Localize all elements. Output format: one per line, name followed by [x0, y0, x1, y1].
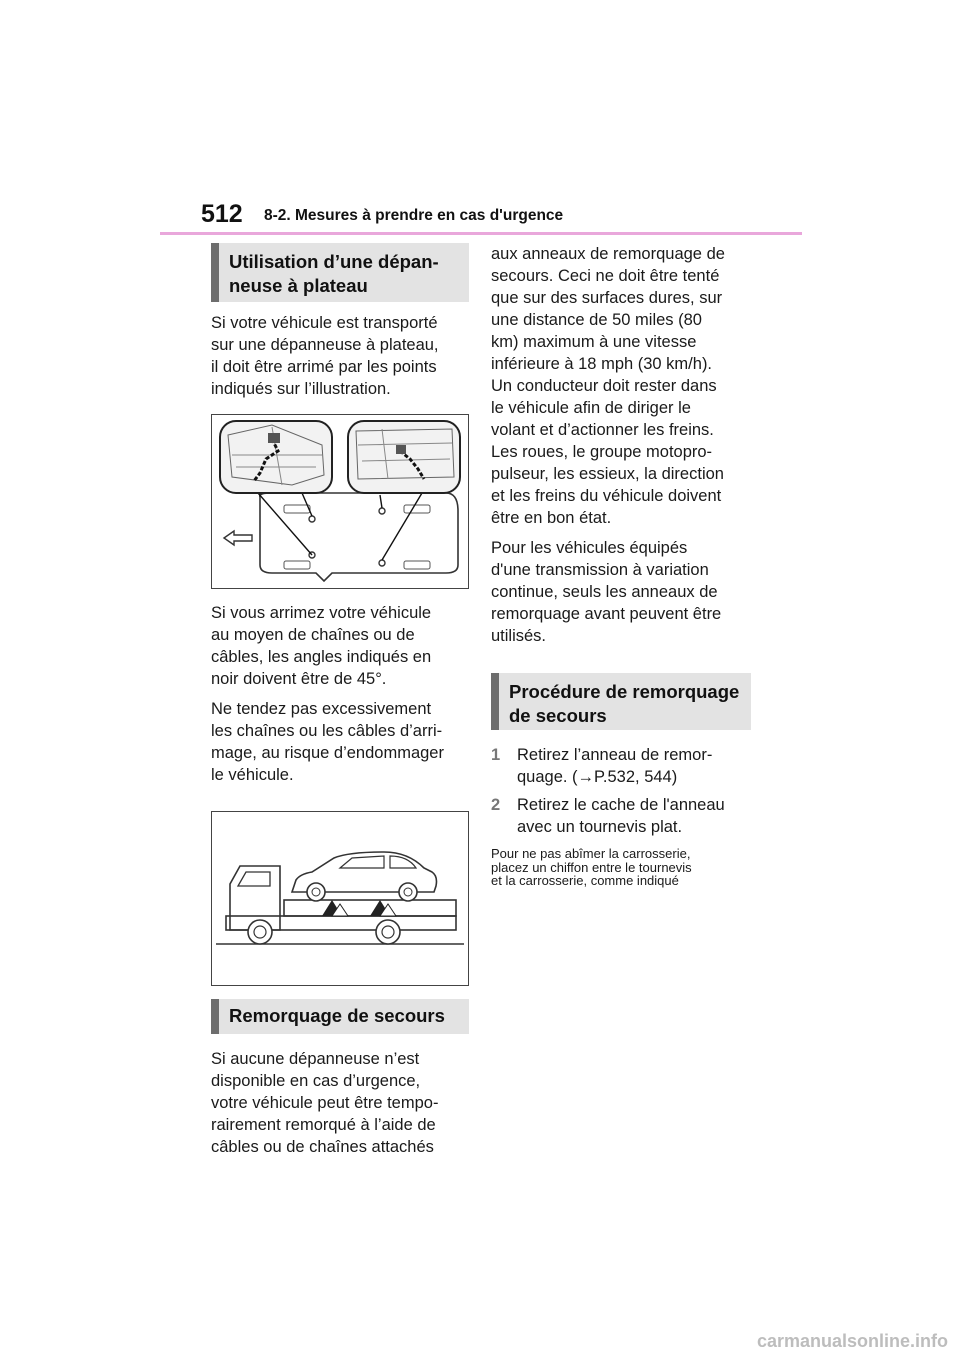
text-line: placez un chiffon entre le tournevis — [491, 859, 692, 875]
heading-towing-procedure — [491, 673, 751, 730]
text-line: Si vous arrimez votre véhicule — [211, 604, 432, 622]
text-line: les chaînes ou les câbles d’arri- — [211, 722, 443, 740]
text-line: inférieure à 18 mph (30 km/h). — [491, 355, 713, 373]
text-line: pulseur, les essieux, la direction — [491, 465, 724, 483]
text-line: et la carrosserie, comme indiqué — [491, 873, 679, 888]
heading-flatbed — [211, 243, 469, 302]
text-line: aux anneaux de remorquage de — [491, 245, 725, 263]
text-line: votre véhicule peut être tempo- — [211, 1094, 439, 1112]
paragraph-emergency-conditions — [491, 243, 751, 529]
step-number: 2 — [491, 796, 501, 814]
step-number: 1 — [491, 746, 501, 764]
text-line: continue, seuls les anneaux de — [491, 583, 718, 601]
text-line: quage. (→P.532, 544) — [517, 768, 678, 786]
text-line: volant et d’actionner les freins. — [491, 421, 714, 439]
text-line: Les roues, le groupe motopro- — [491, 443, 713, 461]
procedure-steps — [491, 744, 751, 838]
text-line: km) maximum à une vitesse — [491, 333, 697, 351]
tiedown-illustration — [212, 415, 467, 587]
text-line: être en bon état. — [491, 509, 612, 527]
text-line: utilisés. — [491, 627, 547, 645]
heading-flatbed-line1: Utilisation d’une dépan- — [229, 251, 439, 272]
text-line: Pour les véhicules équipés — [491, 539, 688, 557]
text-line: remorquage avant peuvent être — [491, 605, 722, 623]
step-2 — [491, 794, 751, 838]
text-line: sur une dépanneuse à plateau, — [211, 336, 439, 354]
note-screwdriver — [491, 847, 751, 888]
text-line: disponible en cas d’urgence, — [211, 1072, 421, 1090]
heading-emergency-text: Remorquage de secours — [229, 1005, 445, 1026]
paragraph-flatbed-intro — [211, 312, 469, 400]
left-column — [211, 243, 469, 1158]
text-line: Retirez le cache de l'anneau — [517, 796, 725, 814]
heading-emergency-towing — [211, 999, 469, 1034]
watermark: carmanualsonline.info — [756, 1331, 948, 1351]
right-column — [491, 243, 751, 888]
text-line: au moyen de chaînes ou de — [211, 626, 415, 644]
text-line: d'une transmission à variation — [491, 561, 709, 579]
text-line: avec un tournevis plat. — [517, 818, 683, 836]
text-line: noir doivent être de 45°. — [211, 670, 387, 688]
paragraph-emergency-intro — [211, 1048, 469, 1158]
text-line: Si votre véhicule est transporté — [211, 314, 438, 332]
paragraph-chain-tension — [211, 698, 469, 786]
text-line: il doit être arrimé par les points — [211, 358, 437, 376]
text-line: une distance de 50 miles (80 — [491, 311, 702, 329]
figure-tiedown-points — [211, 414, 469, 589]
header-rule — [160, 232, 802, 235]
text-line: câbles, les angles indiqués en — [211, 648, 432, 666]
text-line: indiqués sur l’illustration. — [211, 380, 391, 398]
heading-procedure-line1: Procédure de remorquage — [509, 681, 740, 702]
text-line: mage, au risque d’endommager — [211, 744, 444, 762]
paragraph-chain-angle — [211, 602, 469, 690]
text-line: Retirez l’anneau de remor- — [517, 746, 713, 764]
step-1 — [491, 744, 751, 788]
text-line: et les freins du véhicule doivent — [491, 487, 722, 505]
text-line: câbles ou de chaînes attachés — [211, 1138, 434, 1156]
heading-flatbed-line2: neuse à plateau — [229, 275, 368, 296]
text-line: Ne tendez pas excessivement — [211, 700, 432, 718]
text-line: rairement remorqué à l’aide de — [211, 1116, 436, 1134]
page-number: 512 — [201, 200, 243, 228]
text-line: Un conducteur doit rester dans — [491, 377, 717, 395]
text-line: le véhicule afin de diriger le — [491, 399, 691, 417]
heading-procedure-line2: de secours — [509, 705, 607, 726]
paragraph-cvt-note — [491, 537, 751, 647]
text-line: que sur des surfaces dures, sur — [491, 289, 723, 307]
flatbed-truck-illustration — [212, 812, 467, 984]
text-line: Pour ne pas abîmer la carrosserie, — [491, 846, 691, 861]
text-line: secours. Ceci ne doit être tenté — [491, 267, 720, 285]
section-title: 8-2. Mesures à prendre en cas d'urgence — [264, 207, 564, 224]
figure-flatbed-truck — [211, 811, 469, 986]
text-line: Si aucune dépanneuse n’est — [211, 1050, 420, 1068]
text-line: le véhicule. — [211, 766, 294, 784]
